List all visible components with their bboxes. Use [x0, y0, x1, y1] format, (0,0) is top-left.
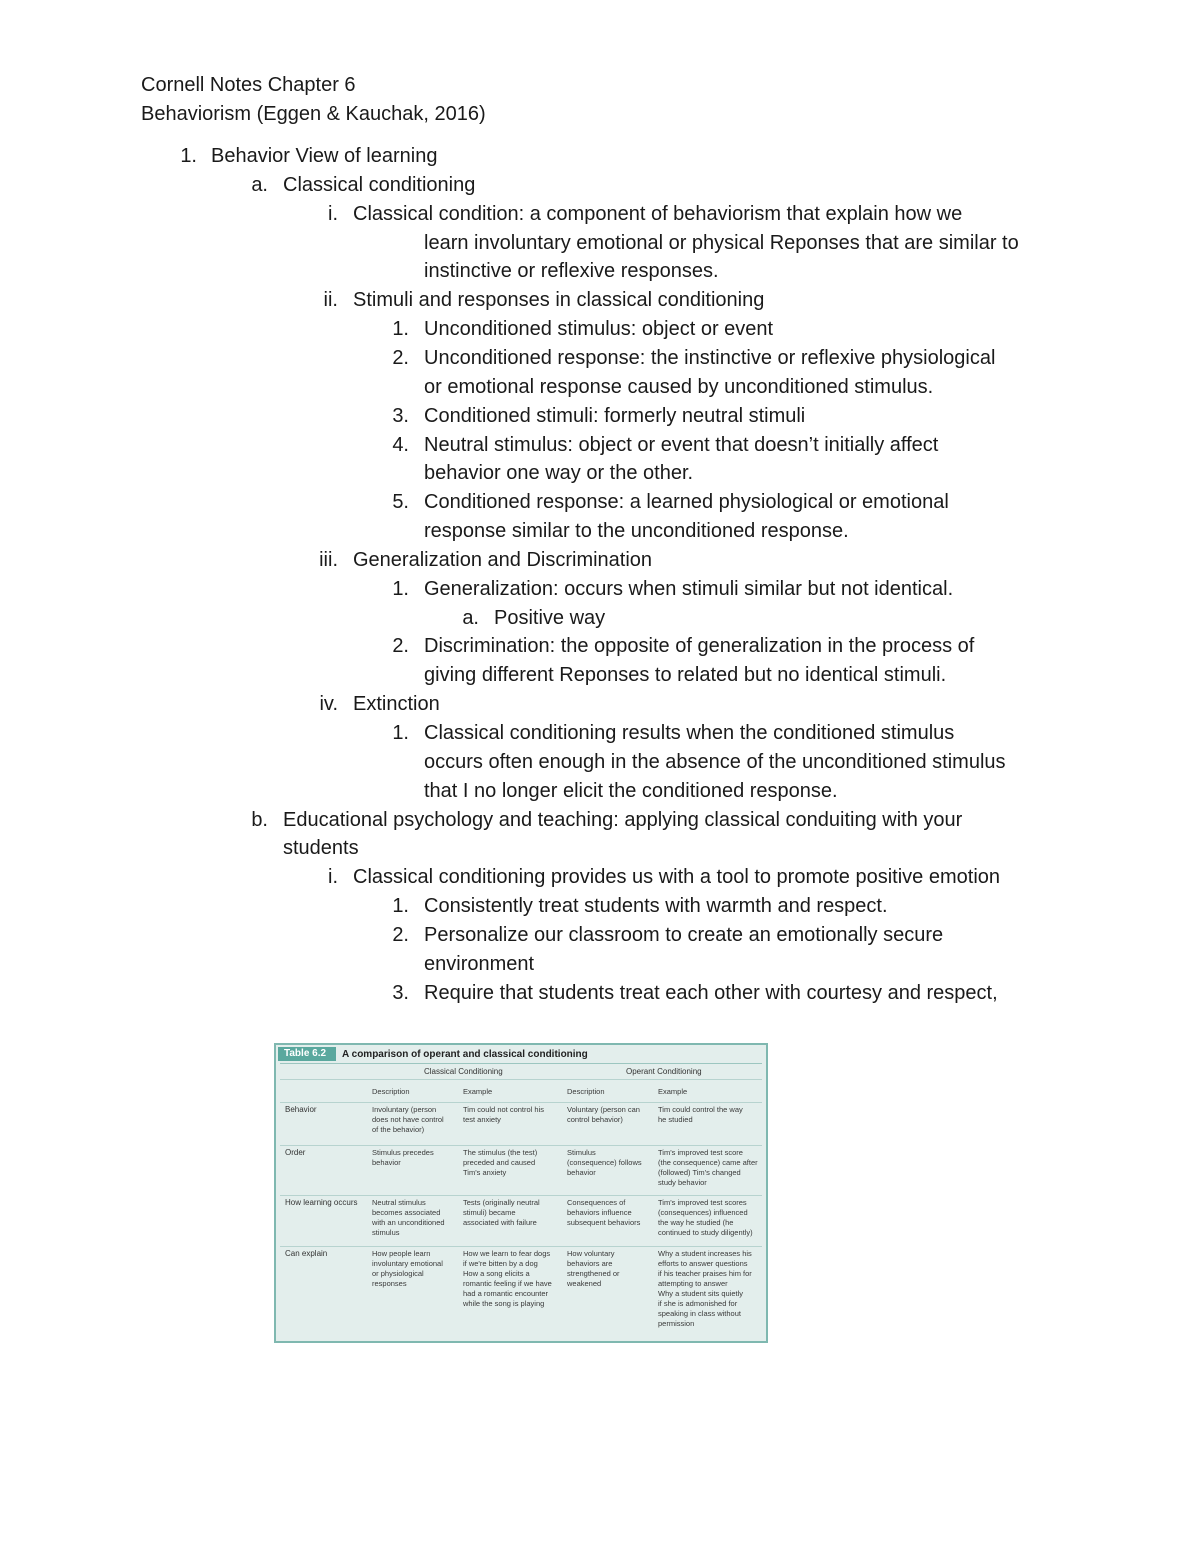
- list-item-text: occurs often enough in the absence of the unconditioned stimulus: [424, 751, 1006, 773]
- list-item-text: Personalize our classroom to create an emotionally secure: [424, 924, 944, 946]
- table-tag: Table 6.2: [278, 1047, 336, 1061]
- col-header: Description: [567, 1087, 605, 1096]
- list-item-text: Unconditioned stimulus: object or event: [424, 318, 774, 340]
- list-item-text: Conditioned stimuli: formerly neutral stimuli: [424, 405, 806, 427]
- table-cell-line: associated with failure: [463, 1218, 537, 1227]
- col-header: Example: [658, 1087, 688, 1096]
- list-item-text: Classical condition: a component of behaviorism that explain how we: [353, 203, 963, 225]
- table-cell-line: Consequences of: [567, 1198, 626, 1207]
- table-cell-line: preceded and caused: [463, 1158, 536, 1167]
- table-cell-line: control behavior): [567, 1115, 623, 1124]
- table-cell-line: if she is admonished for: [658, 1299, 738, 1308]
- list-item-text: Classical conditioning provides us with a tool to promote positive emotion: [353, 866, 1001, 888]
- table-cell-line: Tim's improved test scores: [658, 1198, 747, 1207]
- table-cell-line: involuntary emotional: [372, 1259, 443, 1268]
- document-subtitle: Behaviorism (Eggen & Kauchak, 2016): [141, 103, 486, 125]
- divider: [280, 1145, 762, 1146]
- group-operant: Operant Conditioning: [626, 1067, 702, 1076]
- table-cell-line: he studied: [658, 1115, 693, 1124]
- table-cell-line: had a romantic encounter: [463, 1289, 549, 1298]
- divider: [280, 1079, 762, 1080]
- list-item-text: Require that students treat each other with courtesy and respect,: [424, 982, 998, 1004]
- table-cell-line: speaking in class without: [658, 1309, 741, 1318]
- table-cell-line: How we learn to fear dogs: [463, 1249, 551, 1258]
- list-marker: 1.: [180, 145, 197, 167]
- list-marker: 4.: [392, 434, 409, 456]
- list-item-text: that I no longer elicit the conditioned response.: [424, 780, 838, 802]
- list-marker: i.: [328, 203, 338, 225]
- comparison-table-image: [274, 1043, 768, 1343]
- table-cell-line: Tests (originally neutral: [463, 1198, 540, 1207]
- list-item-text: Classical conditioning: [283, 174, 476, 196]
- list-marker: a.: [462, 607, 479, 629]
- table-cell-line: efforts to answer questions: [658, 1259, 748, 1268]
- list-marker: ii.: [323, 289, 338, 311]
- table-cell-line: with an unconditioned: [372, 1218, 445, 1227]
- list-item-text: Consistently treat students with warmth and respect.: [424, 895, 888, 917]
- list-marker: i.: [328, 866, 338, 888]
- list-marker: 2.: [392, 635, 409, 657]
- list-item-text: Neutral stimulus: object or event that doesn’t initially affect: [424, 434, 939, 456]
- list-item-text: or emotional response caused by unconditioned stimulus.: [424, 376, 934, 398]
- table-caption: A comparison of operant and classical conditioning: [342, 1049, 588, 1060]
- table-cell-line: stimulus: [372, 1228, 400, 1237]
- table-cell-line: Tim's improved test score: [658, 1148, 743, 1157]
- row-label: Order: [285, 1148, 306, 1157]
- list-item-text: Educational psychology and teaching: applying classical conduiting with your: [283, 809, 963, 831]
- list-marker: iv.: [319, 693, 338, 715]
- table-cell-line: Voluntary (person can: [567, 1105, 640, 1114]
- list-item-text: Conditioned response: a learned physiological or emotional: [424, 491, 949, 513]
- list-marker: iii.: [319, 549, 338, 571]
- list-item-text: Discrimination: the opposite of generalization in the process of: [424, 635, 975, 657]
- list-marker: 2.: [392, 924, 409, 946]
- list-item-text: response similar to the unconditioned response.: [424, 520, 849, 542]
- table-cell-line: of the behavior): [372, 1125, 425, 1134]
- table-cell-line: behaviors are: [567, 1259, 613, 1268]
- table-cell-line: behavior: [372, 1158, 401, 1167]
- list-marker: 1.: [392, 318, 409, 340]
- table-cell-line: Why a student sits quietly: [658, 1289, 744, 1298]
- divider: [280, 1102, 762, 1103]
- table-cell-line: (consequences) influenced: [658, 1208, 748, 1217]
- table-cell-line: if his teacher praises him for: [658, 1269, 752, 1278]
- list-item-text: Behavior View of learning: [211, 145, 438, 167]
- table-cell-line: while the song is playing: [463, 1299, 545, 1308]
- list-marker: 5.: [392, 491, 409, 513]
- divider: [280, 1246, 762, 1247]
- list-marker: 3.: [392, 982, 409, 1004]
- table-cell-line: stimuli) became: [463, 1208, 516, 1217]
- list-item-text: giving different Reponses to related but no identical stimuli.: [424, 664, 947, 686]
- list-item-text: instinctive or reflexive responses.: [424, 260, 719, 282]
- document-title: Cornell Notes Chapter 6: [141, 74, 356, 96]
- group-classical: Classical Conditioning: [424, 1067, 503, 1076]
- row-label: Behavior: [285, 1105, 317, 1114]
- table-cell-line: the way he studied (he: [658, 1218, 734, 1227]
- table-cell-line: permission: [658, 1319, 695, 1328]
- table-cell-line: does not have control: [372, 1115, 444, 1124]
- col-header: Description: [372, 1087, 410, 1096]
- table-cell-line: romantic feeling if we have: [463, 1279, 552, 1288]
- list-item-text: Extinction: [353, 693, 440, 715]
- list-item-text: behavior one way or the other.: [424, 462, 694, 484]
- table-cell-line: attempting to answer: [658, 1279, 728, 1288]
- table-cell-line: Why a student increases his: [658, 1249, 752, 1258]
- table-cell-line: or physiological: [372, 1269, 424, 1278]
- list-marker: a.: [251, 174, 268, 196]
- list-item-text: Classical conditioning results when the conditioned stimulus: [424, 722, 955, 744]
- table-cell-line: study behavior: [658, 1178, 707, 1187]
- table-cell-line: test anxiety: [463, 1115, 501, 1124]
- table-cell-line: Neutral stimulus: [372, 1198, 426, 1207]
- list-marker: 1.: [392, 722, 409, 744]
- divider: [280, 1063, 762, 1064]
- table-cell-line: (consequence) follows: [567, 1158, 642, 1167]
- list-item-text: Unconditioned response: the instinctive or reflexive physiological: [424, 347, 996, 369]
- list-item-text: Stimuli and responses in classical conditioning: [353, 289, 765, 311]
- row-label: Can explain: [285, 1249, 328, 1258]
- table-cell-line: strengthened or: [567, 1269, 620, 1278]
- table-cell-line: How voluntary: [567, 1249, 615, 1258]
- table-cell-line: Stimulus: [567, 1148, 596, 1157]
- col-header: Example: [463, 1087, 493, 1096]
- list-item-text: students: [283, 837, 359, 859]
- divider: [280, 1195, 762, 1196]
- list-marker: 2.: [392, 347, 409, 369]
- table-cell-line: if we're bitten by a dog: [463, 1259, 538, 1268]
- table-cell-line: Tim could not control his: [463, 1105, 545, 1114]
- list-item-text: environment: [424, 953, 535, 975]
- table-cell-line: weakened: [567, 1279, 602, 1288]
- table-cell-line: Tim could control the way: [658, 1105, 743, 1114]
- list-item-text: Generalization and Discrimination: [353, 549, 653, 571]
- table-cell-line: (followed) Tim's changed: [658, 1168, 741, 1177]
- table-header: [276, 1045, 766, 1063]
- table-cell-line: behavior: [567, 1168, 596, 1177]
- table-cell-line: The stimulus (the test): [463, 1148, 538, 1157]
- table-cell-line: (the consequence) came after: [658, 1158, 758, 1167]
- list-item-text: Positive way: [494, 607, 606, 629]
- table-cell-line: Tim's anxiety: [463, 1168, 507, 1177]
- row-label: How learning occurs: [285, 1198, 358, 1207]
- table-cell-line: How people learn: [372, 1249, 431, 1258]
- list-marker: 1.: [392, 578, 409, 600]
- table-cell-line: How a song elicits a: [463, 1269, 530, 1278]
- list-item-text: learn involuntary emotional or physical Reponses that are similar to: [424, 232, 1019, 254]
- list-marker: 3.: [392, 405, 409, 427]
- table-cell-line: responses: [372, 1279, 407, 1288]
- table-cell-line: becomes associated: [372, 1208, 441, 1217]
- table-cell-line: behaviors influence: [567, 1208, 632, 1217]
- list-marker: 1.: [392, 895, 409, 917]
- table-cell-line: Stimulus precedes: [372, 1148, 434, 1157]
- table-cell-line: subsequent behaviors: [567, 1218, 641, 1227]
- table-cell-line: Involuntary (person: [372, 1105, 437, 1114]
- list-item-text: Generalization: occurs when stimuli similar but not identical.: [424, 578, 954, 600]
- table-cell-line: continued to study diligently): [658, 1228, 753, 1237]
- list-marker: b.: [251, 809, 268, 831]
